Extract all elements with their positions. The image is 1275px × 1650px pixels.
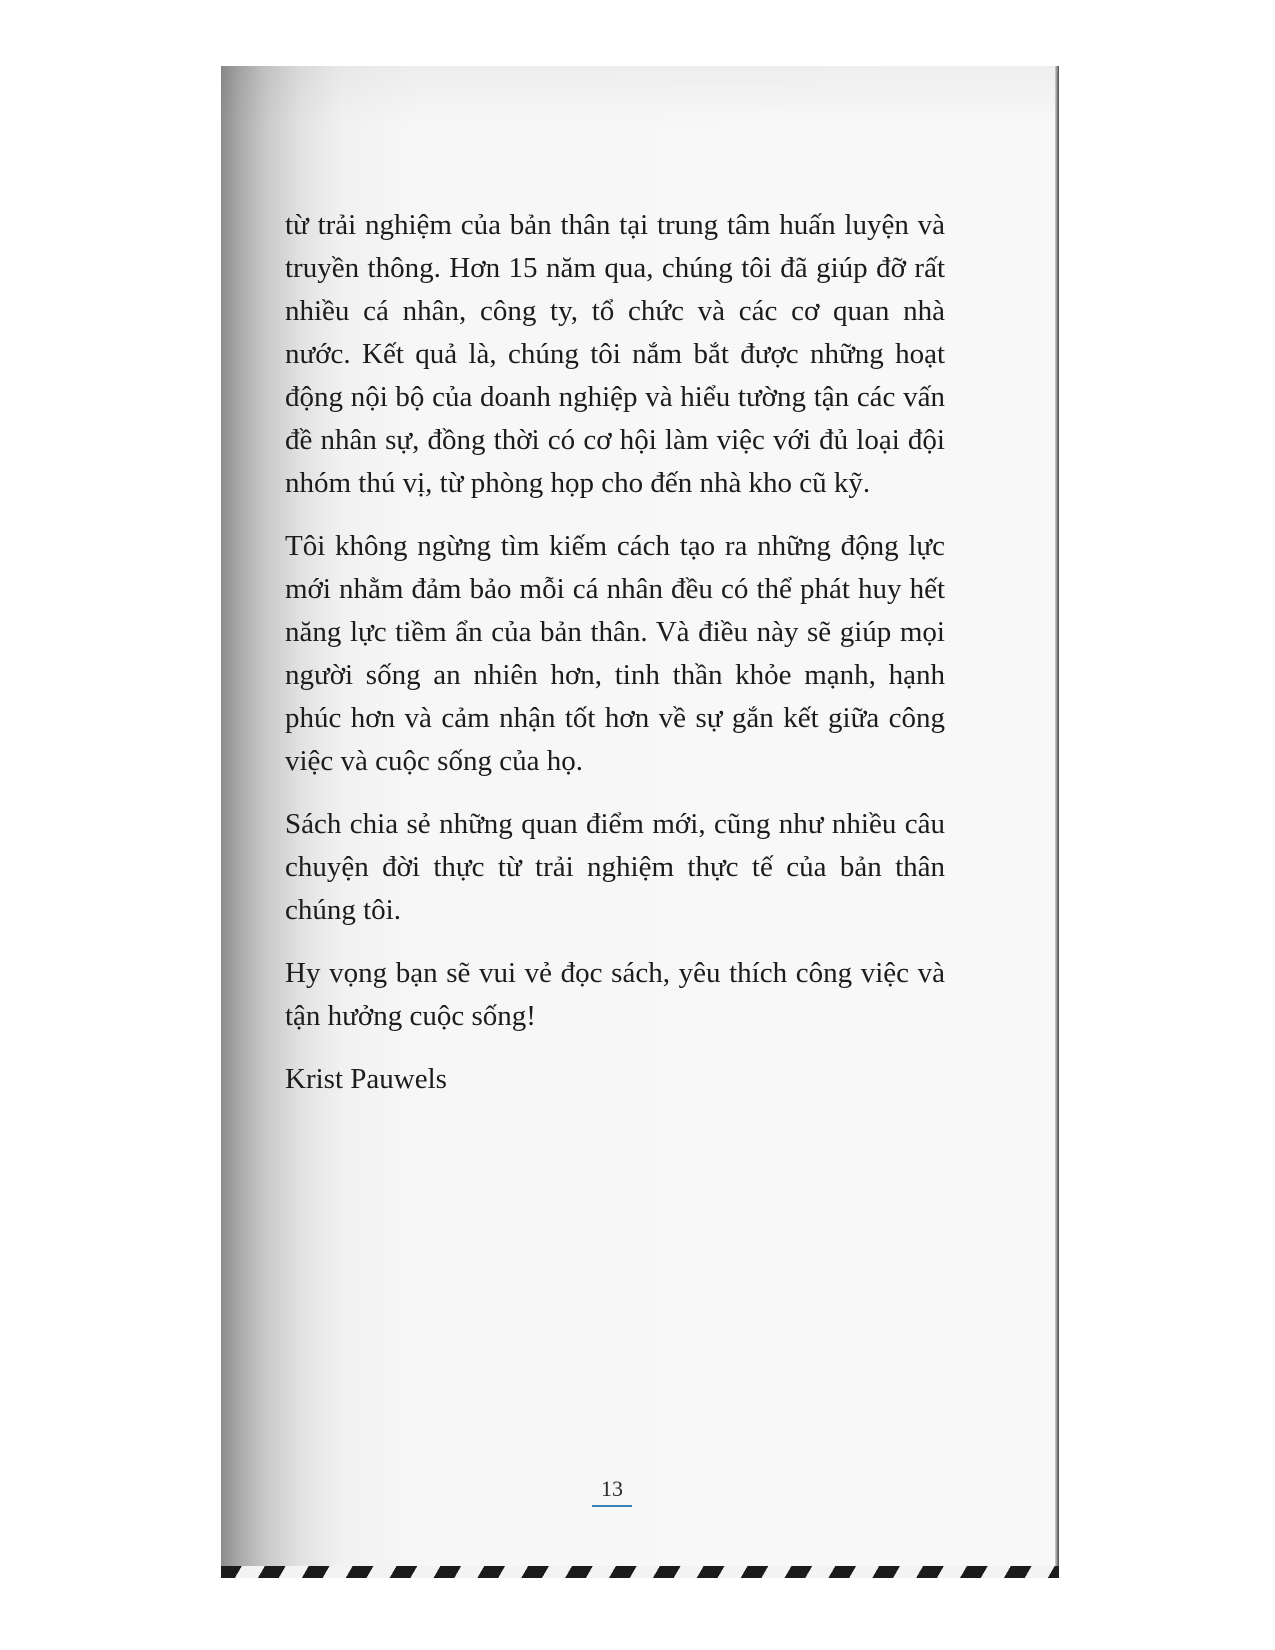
paragraph-4: Hy vọng bạn sẽ vui vẻ đọc sách, yêu thích công việc và tận hưởng cuộc sống!	[285, 957, 945, 1032]
paragraph-3: Sách chia sẻ những quan điểm mới, cũng như nhiều câu chuyện đời thực từ trải nghiệm thực tế của bản thân chúng tôi.	[285, 808, 945, 926]
background-strip	[221, 1566, 1059, 1578]
page-shade	[221, 66, 1059, 126]
body-text	[285, 204, 945, 1121]
page-number: 13	[592, 1476, 632, 1507]
page-edge	[1055, 66, 1059, 1576]
author-signature: Krist Pauwels	[285, 1063, 447, 1095]
paragraph-2: Tôi không ngừng tìm kiếm cách tạo ra những động lực mới nhằm đảm bảo mỗi cá nhân đều có thể phát huy hết năng lực tiềm ẩn của bản thân. Và điều này sẽ giúp mọi người sống an nhiên hơn, tinh thần khỏe mạnh, hạnh phúc hơn và cảm nhận tốt hơn về sự gắn kết giữa công việc và cuộc sống của họ.	[285, 530, 945, 777]
paragraph-1: từ trải nghiệm của bản thân tại trung tâm huấn luyện và truyền thông. Hơn 15 năm qua, chúng tôi đã giúp đỡ rất nhiều cá nhân, công ty, tổ chức và các cơ quan nhà nước. Kết quả là, chúng tôi nắm bắt được những hoạt động nội bộ của doanh nghiệp và hiểu tường tận các vấn đề nhân sự, đồng thời có cơ hội làm việc với đủ loại đội nhóm thú vị, từ phòng họp cho đến nhà kho cũ kỹ.	[285, 209, 945, 499]
